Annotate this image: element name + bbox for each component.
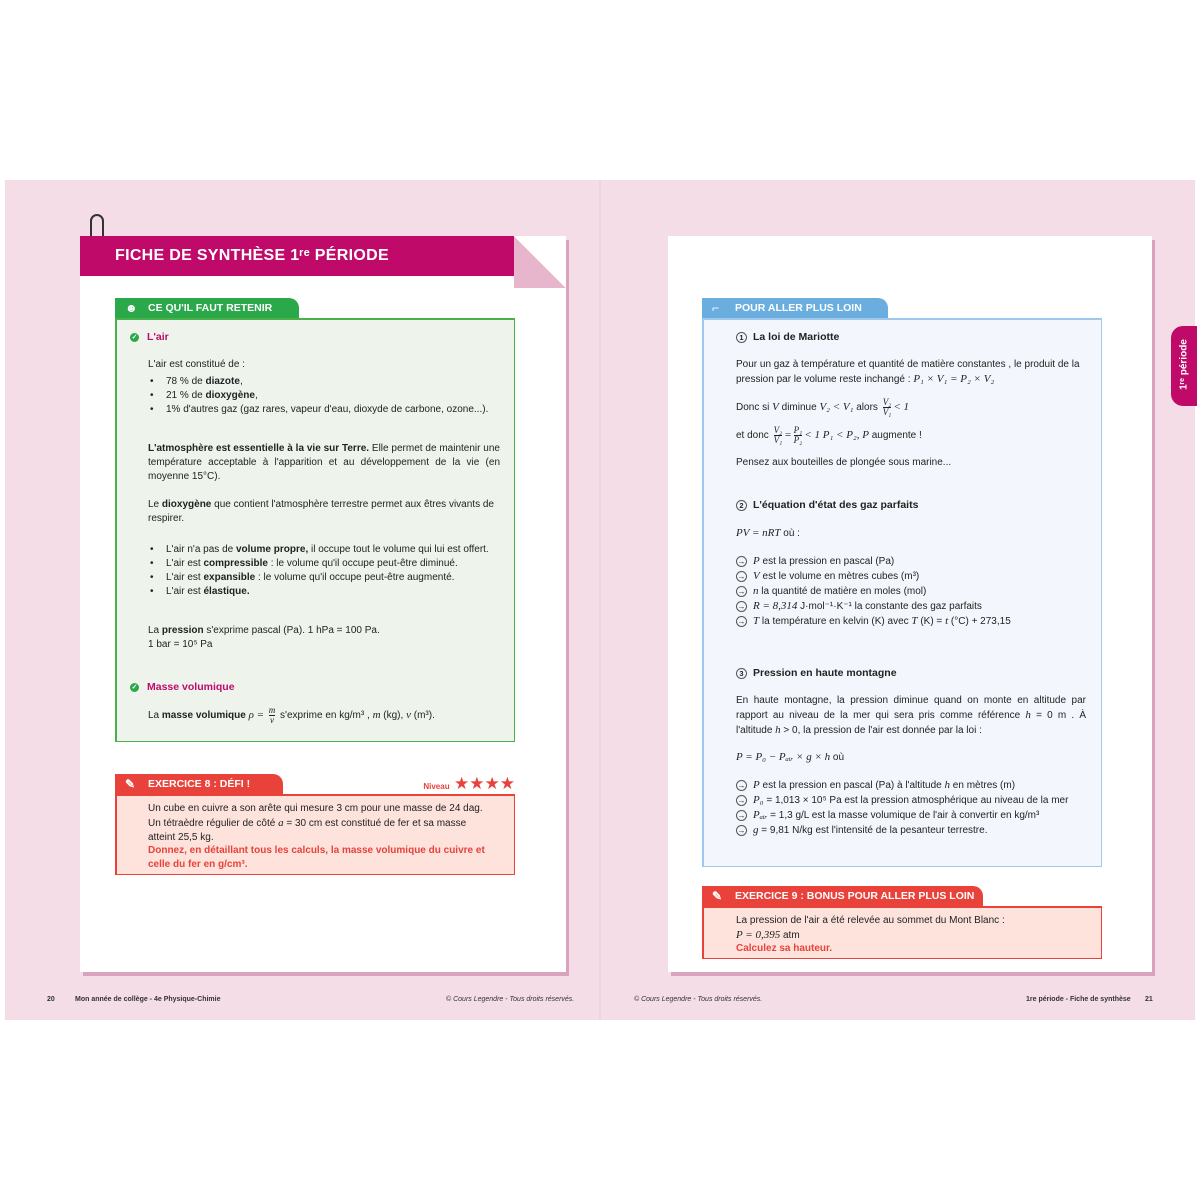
text-segment: Donnez, en détaillant tous les calculs, la masse volumique du cuivre et celle du fer en g/cm³. [148, 845, 485, 870]
density-formula [148, 706, 435, 725]
density-heading [130, 680, 235, 694]
text-segment: P₁ × V₁ = P₂ × V₂ [913, 373, 995, 385]
stairs-icon: ⌐ [712, 301, 720, 315]
exercise-9-value [736, 928, 800, 943]
page-number-left: 20 [47, 996, 55, 1003]
exercise-8-task [148, 844, 493, 872]
text-segment: P [753, 555, 760, 567]
text-segment: = 1,3 g/L est la masse volumique de l'air à convertir en kg/m³ [767, 810, 1040, 821]
text-segment: Pour un gaz à température et quantité de matière constantes , le produit de la pression par le volume reste inchangé : [736, 359, 1080, 385]
list-item: • L'air est expansible : le volume qu'il occupe peut-être augmenté. [150, 572, 455, 583]
text-segment: volume propre, [235, 544, 309, 555]
text-segment: = 0 m . À l'altitude [736, 710, 1086, 736]
arrow-circle-icon: → [737, 601, 746, 611]
numerator: V₂ [773, 425, 783, 435]
altitude-equation [736, 750, 844, 765]
text-segment: L'air est [166, 558, 204, 569]
arrow-circle-icon: → [737, 616, 746, 626]
go-further-tab-label: POUR ALLER PLUS LOIN [735, 302, 862, 314]
text-segment: La [148, 625, 162, 636]
text-segment: Un cube en cuivre a son arête qui mesure 3 cm pour une masse de 24 dag. Un tétraèdre régulier de côté [148, 803, 483, 829]
section-2-heading [736, 498, 918, 512]
denominator: V₁ [882, 407, 892, 417]
period-side-tab-label: 1ʳᵉ période [1178, 339, 1190, 390]
pressure-line-1 [148, 624, 380, 638]
difficulty-level [380, 775, 515, 794]
section-1-heading [736, 330, 839, 344]
text-segment: J·mol⁻¹·K⁻¹ la constante des gaz parfaits [797, 601, 982, 612]
text-segment: est la pression en pascal (Pa) [759, 556, 895, 567]
text-segment: = 1,013 × 10⁵ Pa est la pression atmosphérique au niveau de la mer [763, 795, 1069, 806]
list-item [736, 614, 1096, 629]
section-3-heading [736, 666, 897, 680]
text-segment: (°C) + 273,15 [948, 616, 1011, 627]
section-footer: 1re période - Fiche de synthèse [1026, 996, 1131, 1003]
exercise-9-text [736, 914, 1005, 928]
text-segment: n [753, 585, 759, 597]
text-segment: est la pression en pascal (Pa) à l'altitude [759, 780, 945, 791]
arrow-circle-icon: → [737, 780, 746, 790]
text-segment: 78 % de [166, 376, 206, 387]
book-gutter [599, 180, 601, 1020]
period-side-tab[interactable] [1171, 326, 1197, 406]
text-segment: L'air est [166, 572, 204, 583]
text-segment: atm [780, 930, 800, 941]
text-segment: 1 bar = 10⁵ Pa [148, 639, 213, 650]
page-title: FICHE DE SYNTHÈSE 1ʳᵉ PÉRIODE [80, 236, 514, 276]
fraction [883, 398, 892, 417]
text-segment: 1% d'autres gaz (gaz rares, vapeur d'eau, dioxyde de carbone, ozone...). [166, 404, 489, 415]
text-segment: dioxygène [161, 499, 212, 510]
text-segment: L'air est [166, 586, 204, 597]
text-segment: m [372, 709, 381, 722]
text-segment: L'air n'a pas de [166, 544, 236, 555]
text-segment: où : [780, 528, 800, 539]
text-segment: h [775, 724, 781, 736]
section-3-title: Pression en haute montagne [753, 667, 897, 679]
text-segment: t [945, 615, 949, 627]
text-segment: La pression de l'air a été relevée au sommet du Mont Blanc : [736, 915, 1005, 926]
page-number-right: 21 [1145, 996, 1153, 1003]
ideal-gas-list [736, 554, 1096, 629]
text-segment: s'exprime pascal (Pa). 1 hPa = 100 Pa. [203, 625, 380, 636]
text-segment: Pensez aux bouteilles de plongée sous marine... [736, 457, 952, 468]
text-segment: g [753, 824, 759, 836]
exercise-9-tab [702, 886, 983, 907]
text-segment: la température en kelvin (K) avec [759, 616, 912, 627]
list-item [736, 599, 1096, 614]
section-2-title: L'équation d'état des gaz parfaits [753, 499, 919, 511]
text-segment: Donc si [736, 402, 773, 414]
dioxygen-paragraph [148, 498, 500, 526]
number-circle-icon: 2 [736, 500, 747, 511]
text-segment: diazote [205, 376, 240, 387]
list-item: • L'air est compressible : le volume qu'il occupe peut-être diminué. [150, 558, 458, 569]
arrow-circle-icon: → [737, 586, 746, 596]
text-segment: il occupe tout le volume qui lui est offert. [308, 544, 489, 555]
text-segment: et donc [736, 430, 772, 442]
check-icon: ✓ [131, 333, 138, 341]
head-idea-icon: ☻ [125, 301, 138, 315]
text-segment: (kg), [380, 710, 407, 722]
denominator: V₁ [773, 435, 783, 445]
list-item: • L'air est élastique. [150, 586, 250, 597]
pressure-line-2 [148, 638, 212, 652]
list-item: • 1% d'autres gaz (gaz rares, vapeur d'eau, dioxyde de carbone, ozone...). [150, 404, 489, 415]
number-circle-icon: 1 [736, 332, 747, 343]
text-segment: Le [148, 499, 162, 510]
text-segment: que contient l'atmosphère terrestre permet aux êtres vivants de respirer. [148, 499, 494, 524]
text-segment: L'atmosphère est essentielle à la vie sur Terre. [148, 443, 370, 454]
list-item [736, 793, 1096, 808]
denominator: P₂ [793, 435, 803, 445]
air-heading-text: L'air [147, 331, 169, 343]
text-segment: h [944, 779, 951, 791]
list-item [736, 778, 1096, 793]
text-segment: : le volume qu'il occupe peut-être augmenté. [255, 572, 455, 583]
text-segment: = [784, 429, 792, 442]
text-segment: : le volume qu'il occupe peut-être diminué. [267, 558, 458, 569]
text-segment: V [753, 570, 760, 582]
text-segment: = 30 cm est constitué de fer et sa masse atteint 25,5 kg. [148, 818, 467, 843]
text-segment: P [753, 779, 760, 791]
text-segment: V₂ < V₁ [819, 401, 854, 414]
text-segment: P₀ [753, 794, 764, 806]
text-segment: Elle permet de maintenir une température acceptable à l'apparition et au développement de la vie (en moyenne 15°C). [148, 443, 500, 482]
altitude-list [736, 778, 1096, 838]
list-item [736, 584, 1096, 599]
text-segment: alors [853, 402, 881, 414]
air-properties-list [150, 543, 496, 599]
text-segment: élastique. [203, 586, 250, 597]
fraction [794, 426, 803, 445]
text-segment: , [254, 390, 258, 401]
text-segment: (m³). [410, 710, 435, 722]
text-segment: R = 8,314 [753, 600, 798, 612]
denominator: v [270, 715, 275, 725]
text-segment: v [406, 709, 411, 722]
atmosphere-paragraph [148, 442, 500, 484]
arrow-circle-icon: → [737, 810, 746, 820]
density-heading-text: Masse volumique [147, 681, 235, 693]
folded-corner [514, 236, 566, 288]
text-segment: T [753, 615, 760, 627]
book-title-footer: Mon année de collège - 4e Physique-Chimie [75, 996, 221, 1003]
text-segment: où [830, 752, 845, 763]
copyright-right: © Cours Legendre - Tous droits réservés. [634, 996, 763, 1003]
arrow-circle-icon: → [737, 795, 746, 805]
text-segment: Calculez sa hauteur. [736, 943, 833, 954]
text-segment: s'exprime en kg/m³ , [277, 710, 373, 722]
text-segment: V [772, 401, 779, 414]
text-segment: = 9,81 N/kg est l'intensité de la pesanteur terrestre. [758, 825, 988, 836]
text-segment: T [911, 615, 918, 627]
air-composition-list [150, 375, 506, 417]
pencil-icon: ✎ [125, 777, 136, 791]
numerator: P₁ [793, 425, 803, 435]
text-segment: h [1025, 709, 1031, 721]
pencil-icon: ✎ [712, 889, 723, 903]
list-item: • 21 % de dioxygène, [150, 390, 258, 401]
air-heading [130, 330, 169, 344]
star-rating-icon: ★★★★ [454, 774, 515, 793]
text-segment: < 1 P₁ < P₂, P [804, 429, 869, 442]
copyright-left: © Cours Legendre - Tous droits réservés. [446, 996, 575, 1003]
fraction [774, 426, 783, 445]
altitude-paragraph [736, 694, 1086, 738]
exercise-8-title: EXERCICE 8 : DÉFI ! [148, 778, 251, 790]
text-segment: masse volumique [161, 710, 246, 722]
text-segment: en mètres (m) [950, 780, 1016, 791]
text-segment: la quantité de matière en moles (mol) [758, 586, 927, 597]
text-segment: dioxygène [205, 390, 255, 401]
retain-tab [115, 298, 299, 319]
text-segment: diminue [778, 402, 820, 414]
text-segment: a [278, 817, 284, 829]
mariotte-note [736, 456, 951, 470]
exercise-8-tab [115, 774, 283, 795]
list-item [736, 808, 1096, 823]
mariotte-donc [736, 398, 909, 417]
mariotte-paragraph [736, 358, 1086, 387]
exercise-9-title: EXERCICE 9 : BONUS POUR ALLER PLUS LOIN [735, 890, 975, 902]
text-segment: Pₐᵢᵣ [753, 809, 768, 821]
list-item [736, 569, 1096, 584]
text-segment: augmente ! [868, 430, 922, 442]
text-segment: ρ = [245, 709, 267, 722]
check-icon: ✓ [131, 683, 138, 691]
arrow-circle-icon: → [737, 556, 746, 566]
list-item: • L'air n'a pas de volume propre, il occupe tout le volume qui lui est offert. [150, 544, 489, 555]
text-segment: 21 % de [166, 390, 206, 401]
text-segment: est le volume en mètres cubes (m³) [759, 571, 920, 582]
list-item [736, 554, 1096, 569]
numerator: m [268, 705, 276, 715]
text-segment: expansible [203, 572, 256, 583]
text-segment: < 1 [893, 401, 910, 414]
text-segment: PV = nRT [736, 527, 781, 539]
air-intro [148, 358, 245, 372]
numerator: V₂ [882, 397, 892, 407]
text-segment: La [148, 710, 162, 722]
retain-tab-label: CE QU'IL FAUT RETENIR [148, 302, 273, 314]
level-label: Niveau [423, 782, 450, 791]
text-segment: En haute montagne, la pression diminue quand on monte en altitude par rapport au niveau de la mer qui sera pris comme référence [736, 695, 1086, 721]
mariotte-et-donc [736, 426, 922, 445]
text-segment: L'air est constitué de : [148, 359, 245, 370]
section-1-title: La loi de Mariotte [753, 331, 840, 343]
text-segment: P = 0,395 [736, 929, 781, 941]
number-circle-icon: 3 [736, 668, 747, 679]
arrow-circle-icon: → [737, 825, 746, 835]
ideal-gas-equation [736, 526, 800, 541]
arrow-circle-icon: → [737, 571, 746, 581]
exercise-9-task [736, 942, 832, 956]
text-segment: pression [161, 625, 204, 636]
list-item [736, 823, 1096, 838]
list-item: • 78 % de diazote, [150, 376, 243, 387]
text-segment: > 0, la pression de l'air est donnée par la loi : [780, 725, 982, 736]
text-segment: (K) = [917, 616, 946, 627]
go-further-tab [702, 298, 888, 319]
text-segment: P = P₀ − Pₐᵢᵣ × g × h [736, 751, 831, 763]
text-segment: , [239, 376, 243, 387]
fraction [269, 706, 276, 725]
exercise-8-text [148, 802, 493, 845]
text-segment: compressible [203, 558, 268, 569]
